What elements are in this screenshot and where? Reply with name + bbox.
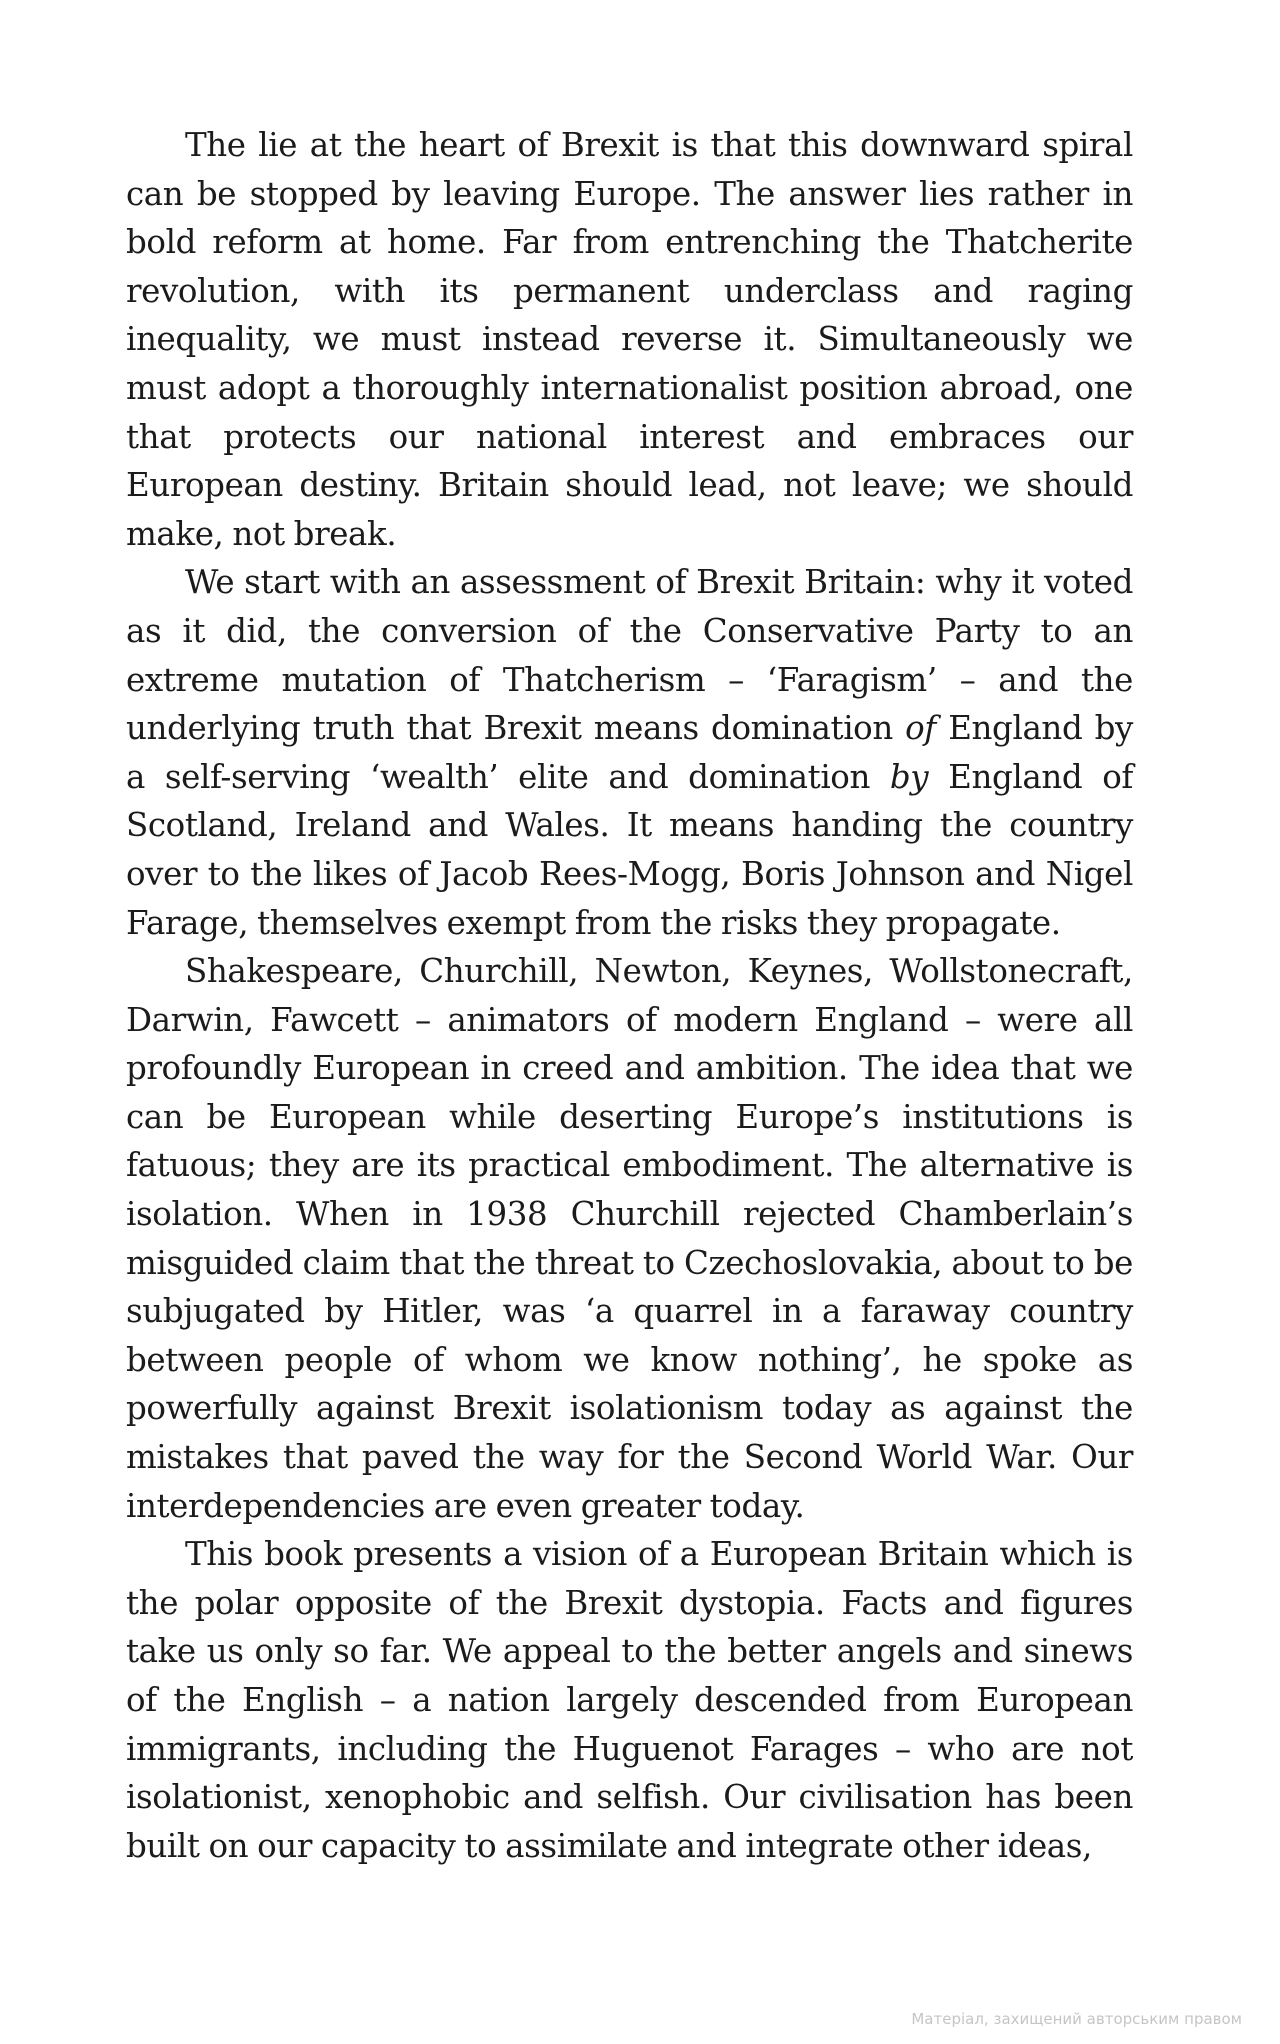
text-segment: The lie at the heart of Brexit is that this downward spiral can be stopped by leaving Europe. The answer lies rather in bold reform at home. Far from entrenching the Thatcherite revolution, with its permanent underclass and raging inequality, we must instead reverse it. Simultaneously we must adopt a thoroughly internationalist position abroad, one that protects our national interest and embraces our European destiny. Britain should lead, not leave; we should make, not break. [126,126,1133,553]
paragraph-european-england [126,947,1133,1530]
paragraph-brexit-lie [126,121,1133,558]
copyright-watermark: Матеріал, захищений авторським правом [911,2010,1242,2028]
text-segment: England by a self-serving ‘wealth’ elite and domination [126,709,1133,796]
paragraph-book-vision [126,1530,1133,1870]
text-segment: This book presents a vision of a European Britain which is the polar opposite of the Brexit dystopia. Facts and figures take us only so far. We appeal to the better angels and sinews of the English – a nation largely descended from European immigrants, including the Huguenot Farages – who are not isolationist, xenophobic and selfish. Our civilisation has been built on our capacity to assimilate and integrate other ideas, [126,1535,1133,1865]
paragraph-brexit-britain-assessment [126,558,1133,947]
italic-emphasis: of [905,709,936,748]
text-segment: England of Scotland, Ireland and Wales. It means handing the country over to the likes of Jacob Rees-Mogg, Boris Johnson and Nigel Farage, themselves exempt from the risks they propagate. [126,757,1133,942]
text-segment: Shakespeare, Churchill, Newton, Keynes, Wollstonecraft, Darwin, Fawcett – animators of modern England – were all profoundly European in creed and ambition. The idea that we can be European while deserting Europe’s institutions is fatuous; they are its practical embodiment. The alternative is isolation. When in 1938 Churchill rejected Chamberlain’s misguided claim that the threat to Czechoslovakia, about to be subjugated by Hitler, was ‘a quarrel in a faraway country between people of whom we know nothing’, he spoke as powerfully against Brexit isolationism today as against the mistakes that paved the way for the Second World War. Our interdependencies are even greater today. [126,952,1133,1525]
text-segment: We start with an assessment of Brexit Britain: why it voted as it did, the conversion of the Conservative Party to an extreme mutation of Thatcherism – ‘Faragism’ – and the underlying truth that Brexit means domination [126,563,1133,748]
italic-emphasis: by [889,757,929,796]
book-page-text [126,121,1133,1870]
